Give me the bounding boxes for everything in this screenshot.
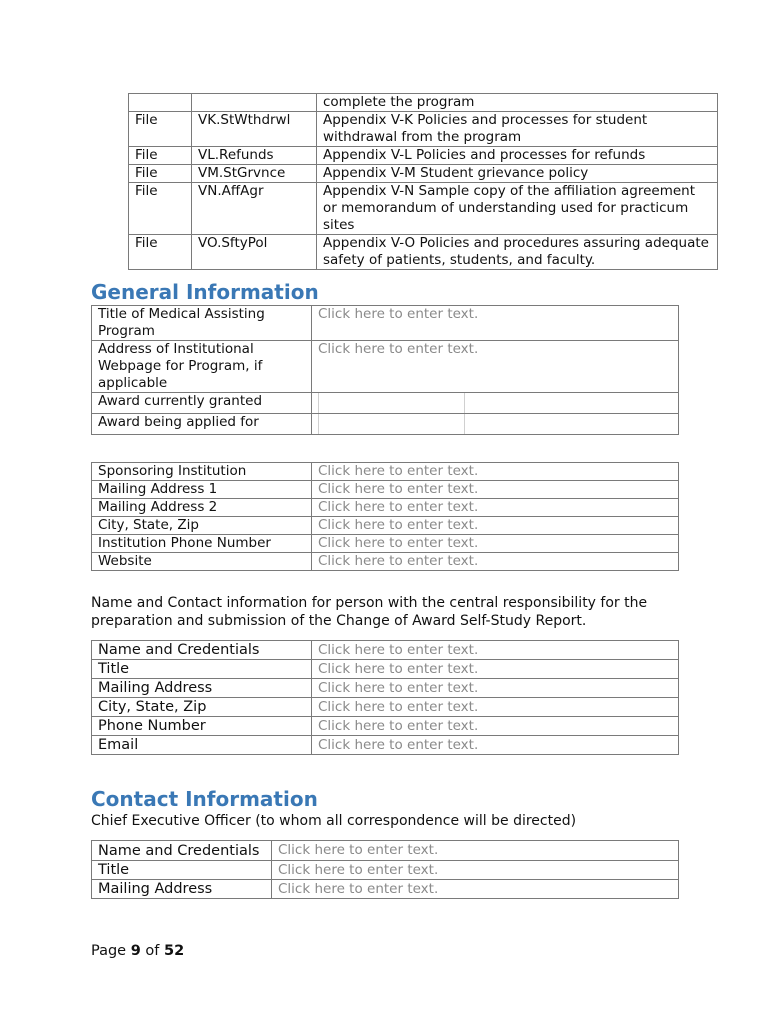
table-row [92, 641, 679, 660]
page-prefix: Page [91, 943, 127, 959]
table-row [92, 517, 679, 535]
table-row [92, 306, 679, 341]
table-row [92, 414, 679, 435]
name-credentials-field[interactable]: Click here to enter text. [312, 641, 679, 660]
field-label: Title [92, 861, 272, 880]
desc-cell: Appendix V-N Sample copy of the affiliation agreement or memorandum of understanding used for practicum sites [317, 183, 718, 235]
type-cell: File [129, 147, 192, 165]
field-label: Website [92, 553, 312, 571]
field-label: Mailing Address 1 [92, 481, 312, 499]
field-label: Institution Phone Number [92, 535, 312, 553]
contact-information-heading: Contact Information [91, 787, 318, 811]
field-label: Title [92, 660, 312, 679]
program-title-field[interactable]: Click here to enter text. [312, 306, 679, 341]
table-row [92, 698, 679, 717]
desc-cell: complete the program [317, 94, 718, 112]
ceo-title-field[interactable]: Click here to enter text. [272, 861, 679, 880]
general-information-heading: General Information [91, 280, 319, 304]
field-label: Award being applied for [92, 414, 312, 435]
field-label: Email [92, 736, 312, 755]
table-row [129, 183, 718, 235]
table-row [92, 481, 679, 499]
field-label: Phone Number [92, 717, 312, 736]
email-field[interactable]: Click here to enter text. [312, 736, 679, 755]
general-information-table [91, 305, 679, 435]
title-field[interactable]: Click here to enter text. [312, 660, 679, 679]
mailing-address-2-field[interactable]: Click here to enter text. [312, 499, 679, 517]
table-row [129, 112, 718, 147]
field-label: Name and Credentials [92, 841, 272, 861]
sponsoring-institution-field[interactable]: Click here to enter text. [312, 463, 679, 481]
table-row [92, 660, 679, 679]
page-of: of [145, 943, 160, 959]
table-row [92, 463, 679, 481]
type-cell: File [129, 183, 192, 235]
city-state-zip-field[interactable]: Click here to enter text. [312, 698, 679, 717]
table-row [92, 679, 679, 698]
mailing-address-1-field[interactable]: Click here to enter text. [312, 481, 679, 499]
code-cell: VN.AffAgr [192, 183, 317, 235]
table-row [92, 553, 679, 571]
code-cell: VM.StGrvnce [192, 165, 317, 183]
desc-cell: Appendix V-O Policies and procedures assuring adequate safety of patients, students, and faculty. [317, 235, 718, 270]
desc-cell: Appendix V-L Policies and processes for refunds [317, 147, 718, 165]
institution-phone-field[interactable]: Click here to enter text. [312, 535, 679, 553]
type-cell: File [129, 165, 192, 183]
webpage-address-field[interactable]: Click here to enter text. [312, 341, 679, 393]
field-label: Mailing Address [92, 679, 312, 698]
table-row [92, 736, 679, 755]
page-number: 9 [130, 943, 141, 959]
table-row [92, 880, 679, 899]
desc-cell: Appendix V-M Student grievance policy [317, 165, 718, 183]
table-row [92, 861, 679, 880]
code-cell: VK.StWthdrwl [192, 112, 317, 147]
field-label: Title of Medical Assisting Program [92, 306, 312, 341]
table-row [92, 717, 679, 736]
code-cell: VL.Refunds [192, 147, 317, 165]
contact-intro: Chief Executive Officer (to whom all correspondence will be directed) [91, 813, 577, 829]
field-label: Sponsoring Institution [92, 463, 312, 481]
table-row [92, 535, 679, 553]
sponsoring-institution-table [91, 462, 679, 571]
field-label: Mailing Address 2 [92, 499, 312, 517]
table-row [92, 341, 679, 393]
mailing-address-field[interactable]: Click here to enter text. [312, 679, 679, 698]
table-row [129, 147, 718, 165]
responsible-person-intro: Name and Contact information for person with the central responsibility for the preparation and submission of the Change of Award Self-Study Report. [91, 595, 648, 629]
table-row [129, 165, 718, 183]
page-total: 52 [164, 943, 185, 959]
field-label: Address of Institutional Webpage for Program, if applicable [92, 341, 312, 393]
type-cell: File [129, 235, 192, 270]
ceo-name-credentials-field[interactable]: Click here to enter text. [272, 841, 679, 861]
field-label: Name and Credentials [92, 641, 312, 660]
table-row [129, 235, 718, 270]
table-row [92, 393, 679, 414]
award-applied-field[interactable] [312, 414, 679, 435]
award-current-field[interactable] [312, 393, 679, 414]
city-state-zip-field[interactable]: Click here to enter text. [312, 517, 679, 535]
appendix-table [128, 93, 718, 270]
code-cell [192, 94, 317, 112]
responsible-person-table [91, 640, 679, 755]
ceo-mailing-address-field[interactable]: Click here to enter text. [272, 880, 679, 899]
field-label: City, State, Zip [92, 698, 312, 717]
phone-number-field[interactable]: Click here to enter text. [312, 717, 679, 736]
desc-cell: Appendix V-K Policies and processes for student withdrawal from the program [317, 112, 718, 147]
code-cell: VO.SftyPol [192, 235, 317, 270]
type-cell [129, 94, 192, 112]
type-cell: File [129, 112, 192, 147]
field-label: Award currently granted [92, 393, 312, 414]
table-row [92, 499, 679, 517]
website-field[interactable]: Click here to enter text. [312, 553, 679, 571]
page-footer [91, 943, 184, 959]
ceo-contact-table [91, 840, 679, 899]
field-label: Mailing Address [92, 880, 272, 899]
table-row [129, 94, 718, 112]
table-row [92, 841, 679, 861]
field-label: City, State, Zip [92, 517, 312, 535]
